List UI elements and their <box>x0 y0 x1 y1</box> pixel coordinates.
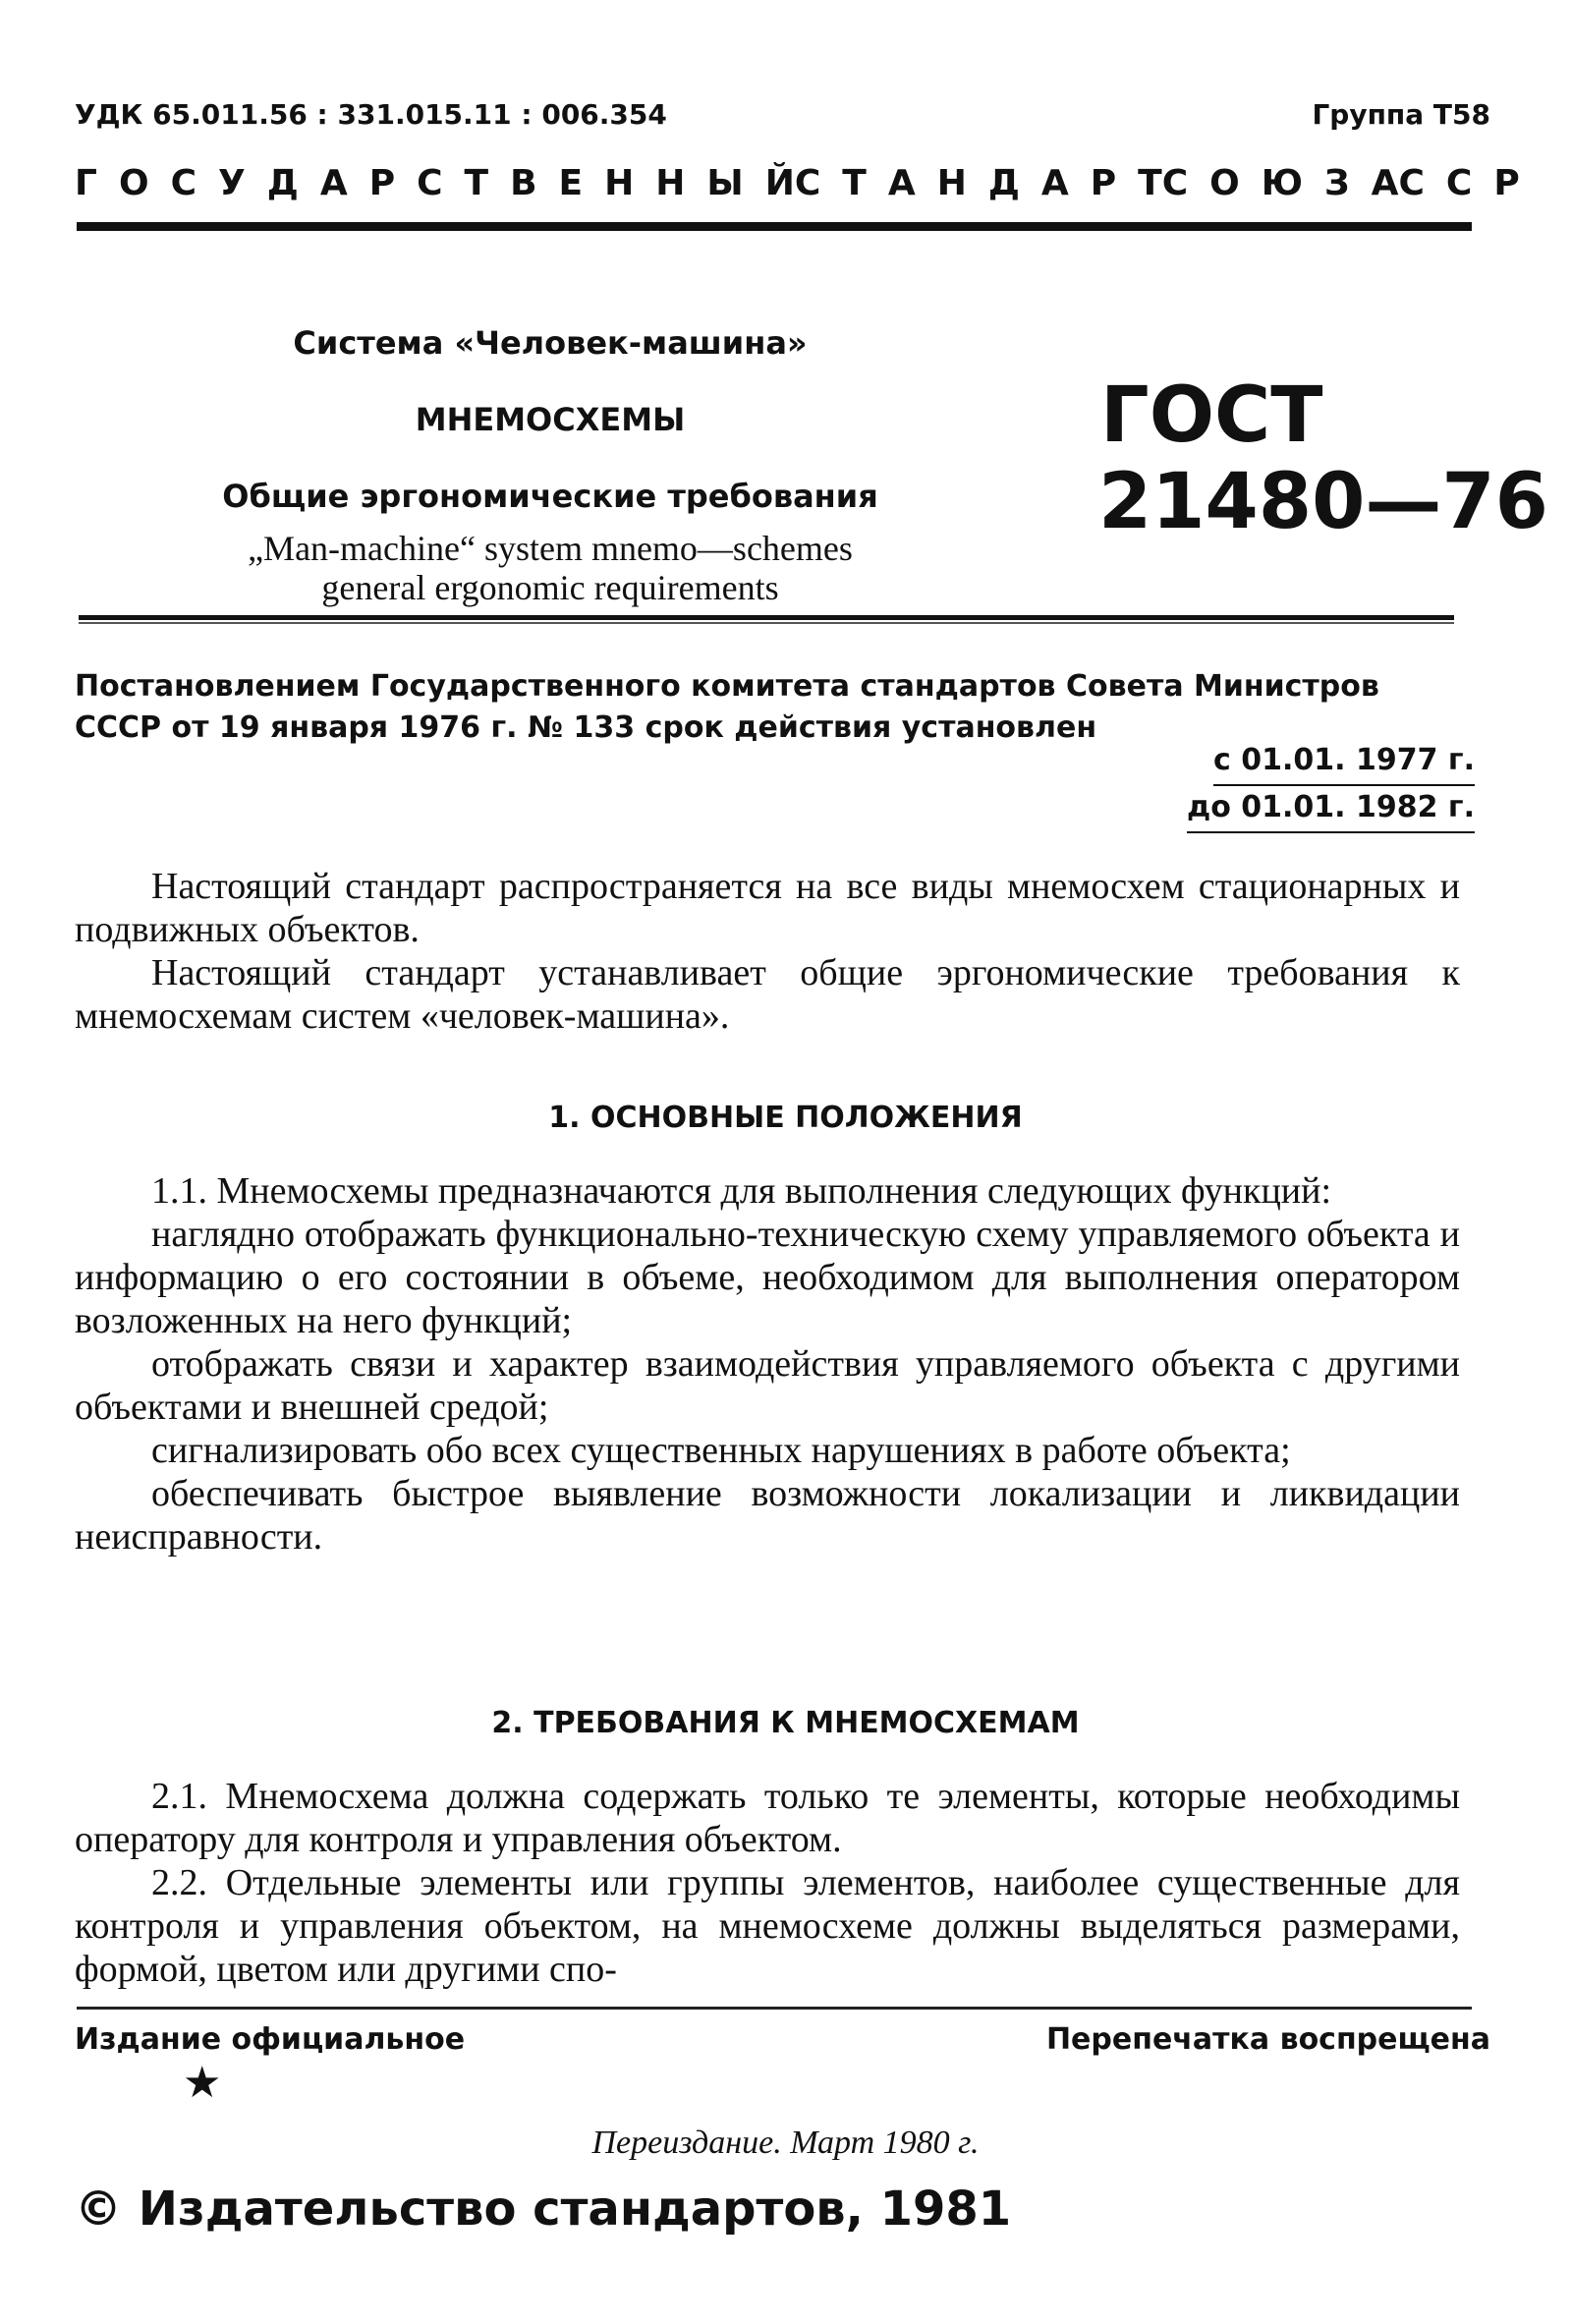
state-banner-letter: Ы <box>706 163 744 203</box>
state-banner-letter: Р <box>1493 163 1520 203</box>
state-banner-letter: О <box>1209 163 1240 203</box>
state-banner-letter: Е <box>558 163 584 203</box>
state-banner-letter: Г <box>75 163 97 203</box>
english-title-line-1: „Man-machine“ system mnemo—schemes <box>248 529 853 568</box>
section-2-body <box>75 1775 1460 1991</box>
state-banner-letter: Н <box>655 163 686 203</box>
state-banner-letter: Й <box>764 163 795 203</box>
clause-2-1: 2.1. Мнемосхема должна содержать только те элементы, которые необходимы оператору для контроля и управления объектом. <box>75 1776 1460 1860</box>
state-banner-letter: Ю <box>1261 163 1304 203</box>
state-banner-letter: С <box>1445 163 1473 203</box>
state-banner-letter: С <box>1398 163 1425 203</box>
reissue-note: Переиздание. Март 1980 г. <box>591 2125 980 2161</box>
state-banner-letter: С <box>1161 163 1189 203</box>
state-banner-letter: У <box>217 163 246 203</box>
function-item-1: наглядно отображать функционально-техническую схему управляемого объекта и информацию о его состоянии в объеме, необходимом для выполнения оператором возложенных на него функций; <box>75 1214 1460 1341</box>
group-code: Группа Т58 <box>1312 98 1490 131</box>
official-edition: Издание официальное <box>75 2022 466 2057</box>
function-item-3: сигнализировать обо всех существенных нарушениях в работе объекта; <box>151 1430 1291 1471</box>
state-banner-letter: Т <box>842 163 867 203</box>
section-1-body <box>75 1169 1460 1559</box>
top-rule <box>77 222 1472 231</box>
state-banner-letter: Р <box>1090 163 1117 203</box>
section-1-heading: 1. ОСНОВНЫЕ ПОЛОЖЕНИЯ <box>548 1101 1023 1135</box>
system-title: Система «Человек-машина» <box>293 324 808 362</box>
state-banner-word <box>1162 163 1399 203</box>
bottom-rule <box>77 2007 1472 2010</box>
state-banner-letter: С <box>417 163 443 203</box>
clause-2-2: 2.2. Отдельные элементы или группы элементов, наиболее существенные для контроля и управления объектом, на мнемосхеме должны выделяться размерами, формой, цветом или другими спо- <box>75 1862 1460 1990</box>
state-standard-banner <box>75 163 1520 203</box>
state-banner-word <box>795 163 1162 203</box>
state-banner-letter: Н <box>604 163 635 203</box>
state-banner-letter: А <box>319 163 348 203</box>
intro-paragraph-1: Настоящий стандарт распространяется на все виды мнемосхем стационарных и подвижных объектов. <box>75 866 1460 950</box>
function-item-4: обеспечивать быстрое выявление возможности локализации и ликвидации неисправности. <box>75 1473 1460 1558</box>
state-banner-letter: З <box>1324 163 1350 203</box>
udk-code: УДК 65.011.56 : 331.015.11 : 006.354 <box>75 98 667 131</box>
state-banner-letter: Д <box>987 163 1020 203</box>
state-banner-letter: О <box>118 163 149 203</box>
section-2-heading: 2. ТРЕБОВАНИЯ К МНЕМОСХЕМАМ <box>491 1706 1080 1740</box>
standard-subtitle: Общие эргономические требования <box>222 478 878 515</box>
clause-1-1: 1.1. Мнемосхемы предназначаются для выполнения следующих функций: <box>151 1170 1332 1212</box>
title-block <box>177 324 924 607</box>
state-banner-letter: А <box>1371 163 1399 203</box>
state-banner-letter: А <box>1040 163 1069 203</box>
intro <box>75 865 1460 1038</box>
state-banner-letter: Д <box>266 163 299 203</box>
valid-from: с 01.01. 1977 г. <box>1213 739 1475 786</box>
validity-period <box>1187 739 1475 833</box>
middle-rule-thin <box>79 622 1454 624</box>
state-banner-letter: А <box>887 163 916 203</box>
decree-text: Постановлением Государственного комитета стандартов Совета Министров СССР от 19 января 1976 г. № 133 срок действия установлен <box>75 669 1379 745</box>
standard-name: МНЕМОСХЕМЫ <box>415 401 686 438</box>
state-banner-letter: С <box>794 163 821 203</box>
state-banner-letter: Т <box>1138 163 1162 203</box>
state-banner-word <box>1398 163 1519 203</box>
gost-label: ГОСТ <box>1100 371 1323 460</box>
valid-to: до 01.01. 1982 г. <box>1187 786 1475 833</box>
gost-number: 21480—76 <box>1098 458 1548 546</box>
intro-paragraph-2: Настоящий стандарт устанавливает общие эргономические требования к мнемосхемам систем «человек-машина». <box>75 952 1460 1037</box>
star-icon: ★ <box>183 2059 222 2107</box>
state-banner-letter: Р <box>368 163 396 203</box>
state-banner-word <box>75 163 795 203</box>
state-banner-letter: Т <box>464 163 489 203</box>
function-item-2: отображать связи и характер взаимодействия управляемого объекта с другими объектами и внешней средой; <box>75 1343 1460 1428</box>
middle-rule <box>79 615 1454 620</box>
english-title-line-2: general ergonomic requirements <box>321 568 779 607</box>
state-banner-letter: С <box>170 163 196 203</box>
state-banner-letter: Н <box>936 163 967 203</box>
copyright: © Издательство стандартов, 1981 <box>75 2182 1012 2237</box>
state-banner-letter: В <box>510 163 537 203</box>
english-title <box>177 529 924 607</box>
reprint-prohibited: Перепечатка воспрещена <box>1045 2022 1490 2057</box>
